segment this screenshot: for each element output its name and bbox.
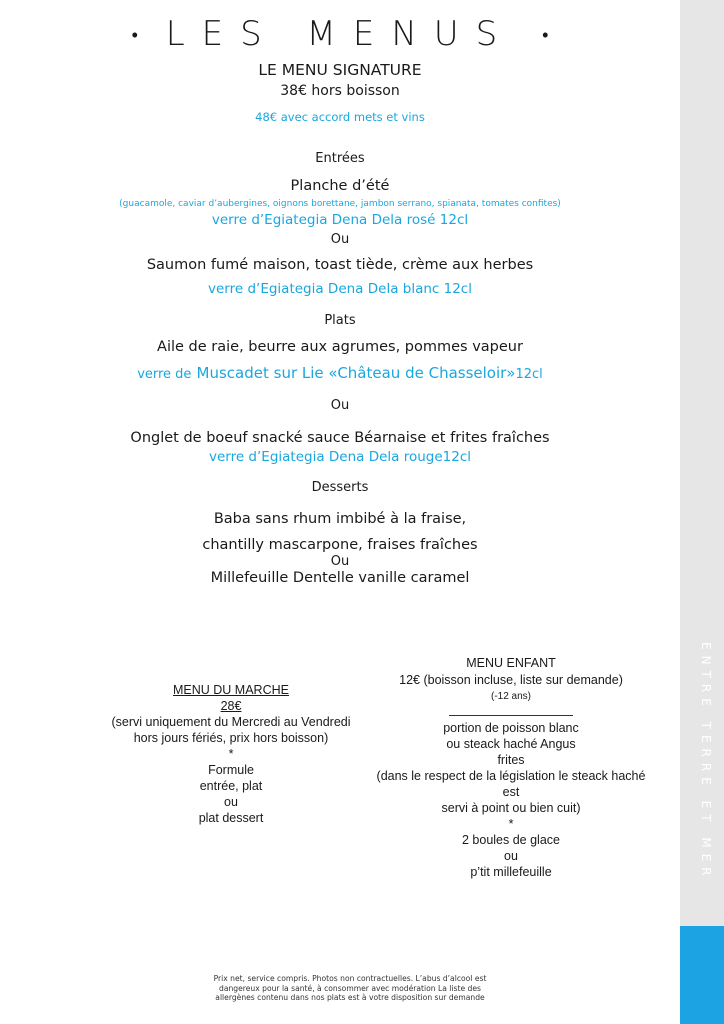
menu-marche-option2: plat dessert — [198, 811, 264, 825]
menu-marche-star: * — [228, 747, 234, 761]
sidebar-accent-block — [680, 926, 724, 1024]
dessert-1-line2: chantilly mascarpone, fraises fraîches — [202, 537, 478, 553]
plat-2-name: Onglet de boeuf snacké sauce Béarnaise et frites fraîches — [130, 430, 550, 446]
menu-marche-option1: entrée, plat — [199, 779, 263, 793]
entree-1-detail: (guacamole, caviar d’aubergines, oignons borettane, jambon serrano, spianata, tomates confites) — [119, 199, 561, 209]
entrees-heading: Entrées — [315, 151, 365, 166]
menu-enfant-line8: p’tit millefeuille — [470, 865, 552, 879]
menu-enfant-line2: ou steack haché Angus — [446, 737, 576, 751]
menu-enfant-price: 12€ (boisson incluse, liste sur demande) — [399, 673, 623, 687]
menu-enfant-line5: est — [502, 785, 520, 799]
plat-1-wine-prefix: verre de — [137, 367, 192, 382]
entree-2-name: Saumon fumé maison, toast tiède, crème aux herbes — [146, 257, 534, 273]
footer-line1: Prix net, service compris. Photos non contractuelles. L’abus d’alcool est — [213, 974, 487, 983]
menu-enfant-star: * — [508, 817, 514, 831]
title-text: LES MENUS — [165, 14, 515, 54]
menu-enfant-title: MENU ENFANT — [466, 656, 556, 670]
entree-2-wine: verre d’Egiategia Dena Dela blanc 12cl — [208, 281, 472, 297]
plat-1-wine-suffix: 12cl — [515, 367, 543, 382]
plat-1-name: Aile de raie, beurre aux agrumes, pommes vapeur — [157, 339, 523, 355]
plats-heading: Plats — [324, 313, 356, 328]
menu-marche-or: ou — [224, 795, 238, 809]
menu-marche-formule: Formule — [208, 763, 254, 777]
signature-pairing-price: 48€ avec accord mets et vins — [255, 110, 425, 124]
menu-marche-title: MENU DU MARCHE — [173, 683, 289, 697]
entree-1-name: Planche d’été — [290, 178, 390, 194]
menu-enfant-line3: frites — [497, 753, 525, 767]
footer-line3: allergènes contenu dans nos plats est à votre disposition sur demande — [215, 993, 485, 1002]
menu-enfant-divider — [449, 705, 573, 716]
menu-marche-note1: (servi uniquement du Mercredi au Vendredi — [111, 715, 351, 729]
legal-footer — [195, 974, 505, 1003]
desserts-heading: Desserts — [311, 480, 369, 495]
menu-enfant-age: (-12 ans) — [490, 691, 531, 702]
footer-line2: dangereux pour la santé, à consommer avec modération La liste des — [219, 983, 481, 993]
menu-marche — [108, 682, 354, 826]
dessert-or: Ou — [330, 554, 350, 569]
plat-2-wine: verre d’Egiategia Dena Dela rouge12cl — [208, 449, 472, 465]
plat-or: Ou — [330, 398, 350, 413]
menu-enfant-or: ou — [504, 849, 518, 863]
menu-enfant — [370, 655, 652, 880]
menu-enfant-line7: 2 boules de glace — [462, 833, 560, 847]
page-title — [0, 14, 680, 54]
menu-enfant-line4: (dans le respect de la législation le steack haché — [376, 769, 646, 783]
dessert-2-name: Millefeuille Dentelle vanille caramel — [210, 570, 470, 586]
sidebar-tagline: ENTRE TERRE ET MER — [699, 642, 713, 882]
title-dot-left: • — [131, 25, 138, 46]
plat-1-wine — [0, 363, 680, 382]
signature-menu-title: LE MENU SIGNATURE — [258, 61, 422, 79]
menu-marche-price: 28€ — [220, 699, 242, 713]
title-dot-right: • — [542, 25, 549, 46]
plat-1-wine-name: Muscadet sur Lie «Château de Chasseloir» — [196, 364, 516, 382]
signature-menu-price: 38€ hors boisson — [280, 83, 400, 99]
menu-marche-note2: hors jours fériés, prix hors boisson) — [133, 731, 329, 745]
menu-enfant-line6: servi à point ou bien cuit) — [441, 801, 581, 815]
dessert-1-line1: Baba sans rhum imbibé à la fraise, — [213, 511, 467, 527]
menu-enfant-line1: portion de poisson blanc — [443, 721, 579, 735]
entree-1-wine: verre d’Egiategia Dena Dela rosé 12cl — [211, 212, 469, 228]
entree-or: Ou — [330, 232, 350, 247]
